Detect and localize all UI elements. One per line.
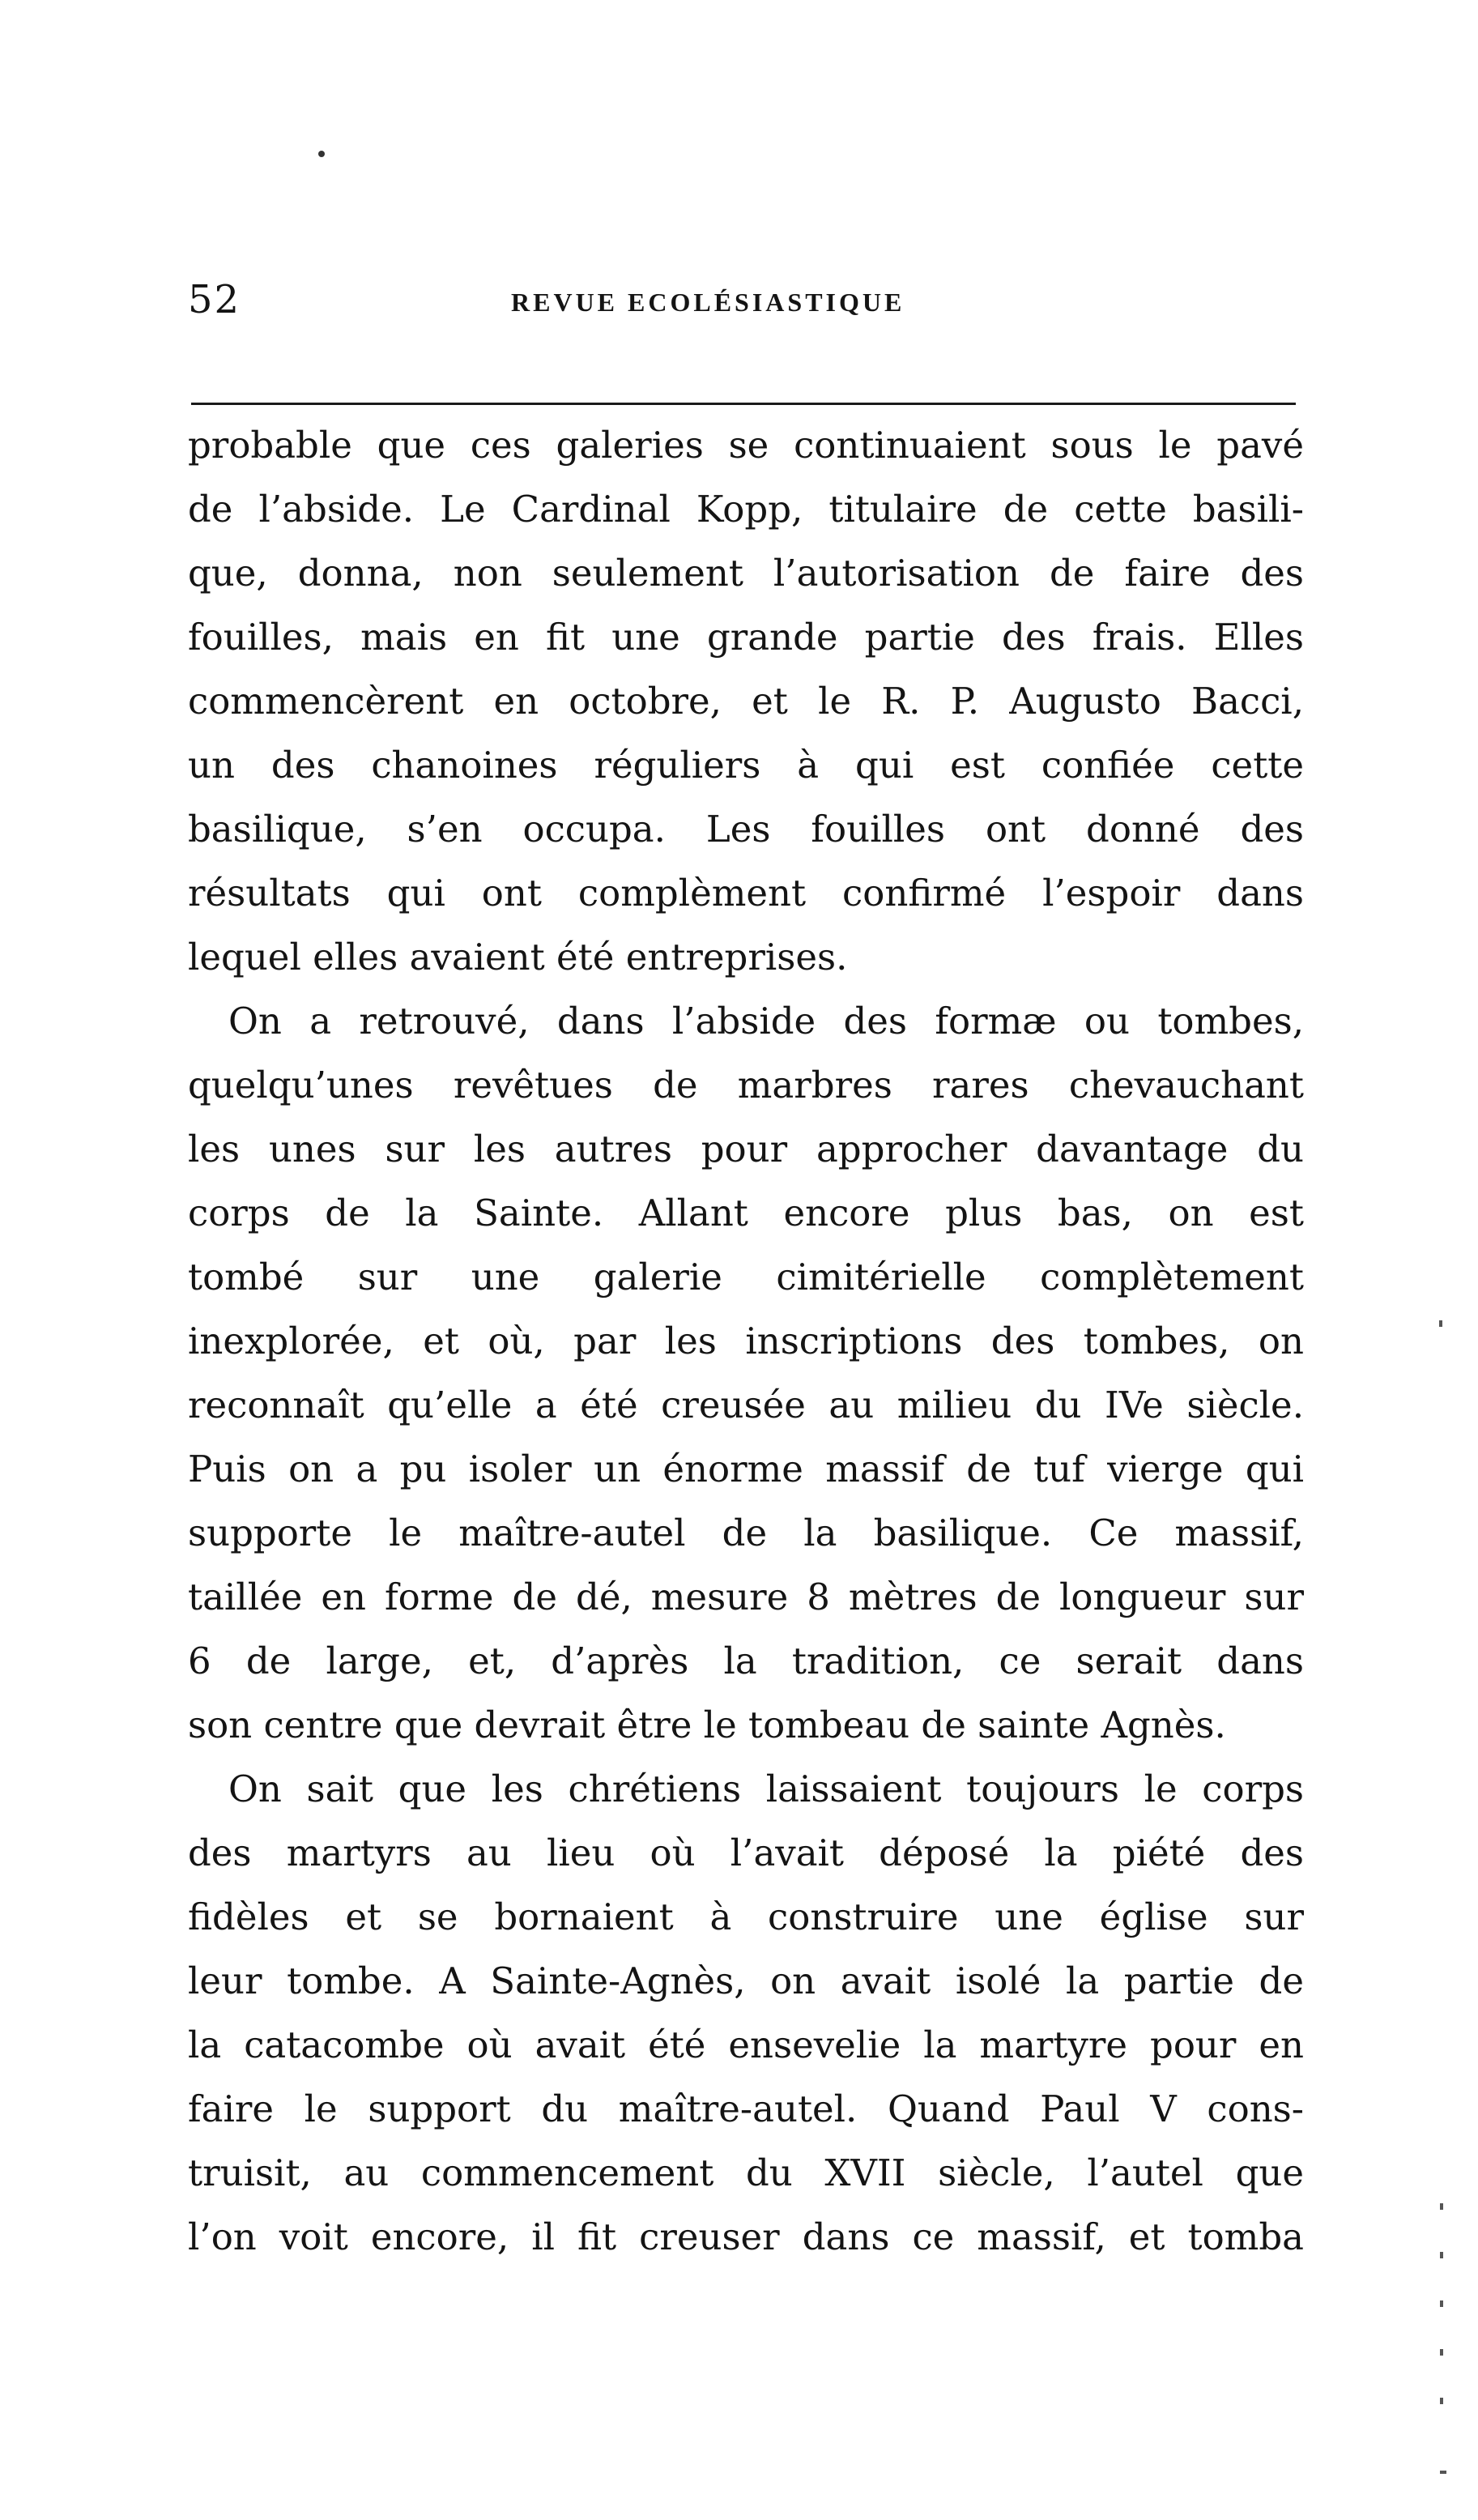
ink-speck — [1440, 2398, 1443, 2404]
header-rule — [191, 403, 1296, 405]
text-line: lequel elles avaient été entreprises. — [188, 936, 848, 979]
text-line: un des chanoines réguliers à qui est confiée cette — [188, 744, 1304, 787]
ink-speck — [1440, 2203, 1443, 2210]
text-line: commencèrent en octobre, et le R. P. Augusto Bacci, — [188, 680, 1304, 723]
margin-specks — [1438, 1320, 1447, 2519]
paragraph-first-line: On sait que les chrétiens laissaient toujours le corps — [228, 1767, 1304, 1810]
paragraph-first-line: On a retrouvé, dans l’abside des formæ ou tombes, — [228, 1000, 1304, 1043]
ink-speck — [318, 151, 325, 157]
ink-speck — [1440, 2349, 1443, 2356]
text-line: basilique, s’en occupa. Les fouilles ont donné des — [188, 808, 1304, 851]
text-line: probable que ces galeries se continuaient sous le pavé — [188, 424, 1304, 467]
text-line: corps de la Sainte. Allant encore plus bas, on est — [188, 1192, 1304, 1234]
text-line: fouilles, mais en fit une grande partie des frais. Elles — [188, 616, 1304, 659]
text-line: inexplorée, et où, par les inscriptions des tombes, on — [188, 1320, 1304, 1362]
text-line: supporte le maître-autel de la basilique. Ce massif, — [188, 1512, 1304, 1554]
ink-speck — [1440, 2471, 1446, 2474]
text-line: la catacombe où avait été ensevelie la martyre pour en — [188, 2023, 1304, 2066]
text-line: fidèles et se bornaient à construire une église sur — [188, 1895, 1304, 1938]
text-line: taillée en forme de dé, mesure 8 mètres de longueur sur — [188, 1576, 1304, 1618]
text-line: quelqu’unes revêtues de marbres rares chevauchant — [188, 1064, 1304, 1106]
ink-speck — [1440, 2300, 1443, 2307]
text-line: des martyrs au lieu où l’avait déposé la piété des — [188, 1831, 1304, 1874]
text-line: leur tombe. A Sainte-Agnès, on avait isolé la partie de — [188, 1959, 1304, 2002]
text-line: faire le support du maître-autel. Quand Paul V cons- — [188, 2087, 1304, 2130]
body-text — [188, 413, 1304, 2269]
ink-speck — [1439, 1320, 1442, 1327]
text-line: les unes sur les autres pour approcher davantage du — [188, 1128, 1304, 1170]
page-header — [188, 271, 1305, 328]
text-line: que, donna, non seulement l’autorisation de faire des — [188, 552, 1304, 595]
text-line: de l’abside. Le Cardinal Kopp, titulaire de cette basili- — [188, 488, 1304, 531]
running-head: REVUE ECOLÉSIASTIQUE — [511, 288, 905, 317]
page-number: 52 — [188, 277, 241, 322]
text-line: tombé sur une galerie cimitérielle complètement — [188, 1256, 1304, 1298]
text-line: truisit, au commencement du XVII siècle, l’autel que — [188, 2151, 1304, 2194]
text-line: résultats qui ont complèment confirmé l’espoir dans — [188, 872, 1304, 915]
ink-speck — [1440, 2252, 1443, 2258]
text-line: reconnaît qu’elle a été creusée au milieu du IVe siècle. — [188, 1384, 1304, 1426]
text-line: 6 de large, et, d’après la tradition, ce serait dans — [188, 1639, 1304, 1682]
text-line: son centre que devrait être le tombeau de sainte Agnès. — [188, 1703, 1226, 1746]
text-line: Puis on a pu isoler un énorme massif de tuf vierge qui — [188, 1448, 1304, 1490]
text-line: l’on voit encore, il fit creuser dans ce massif, et tomba — [188, 2215, 1304, 2258]
